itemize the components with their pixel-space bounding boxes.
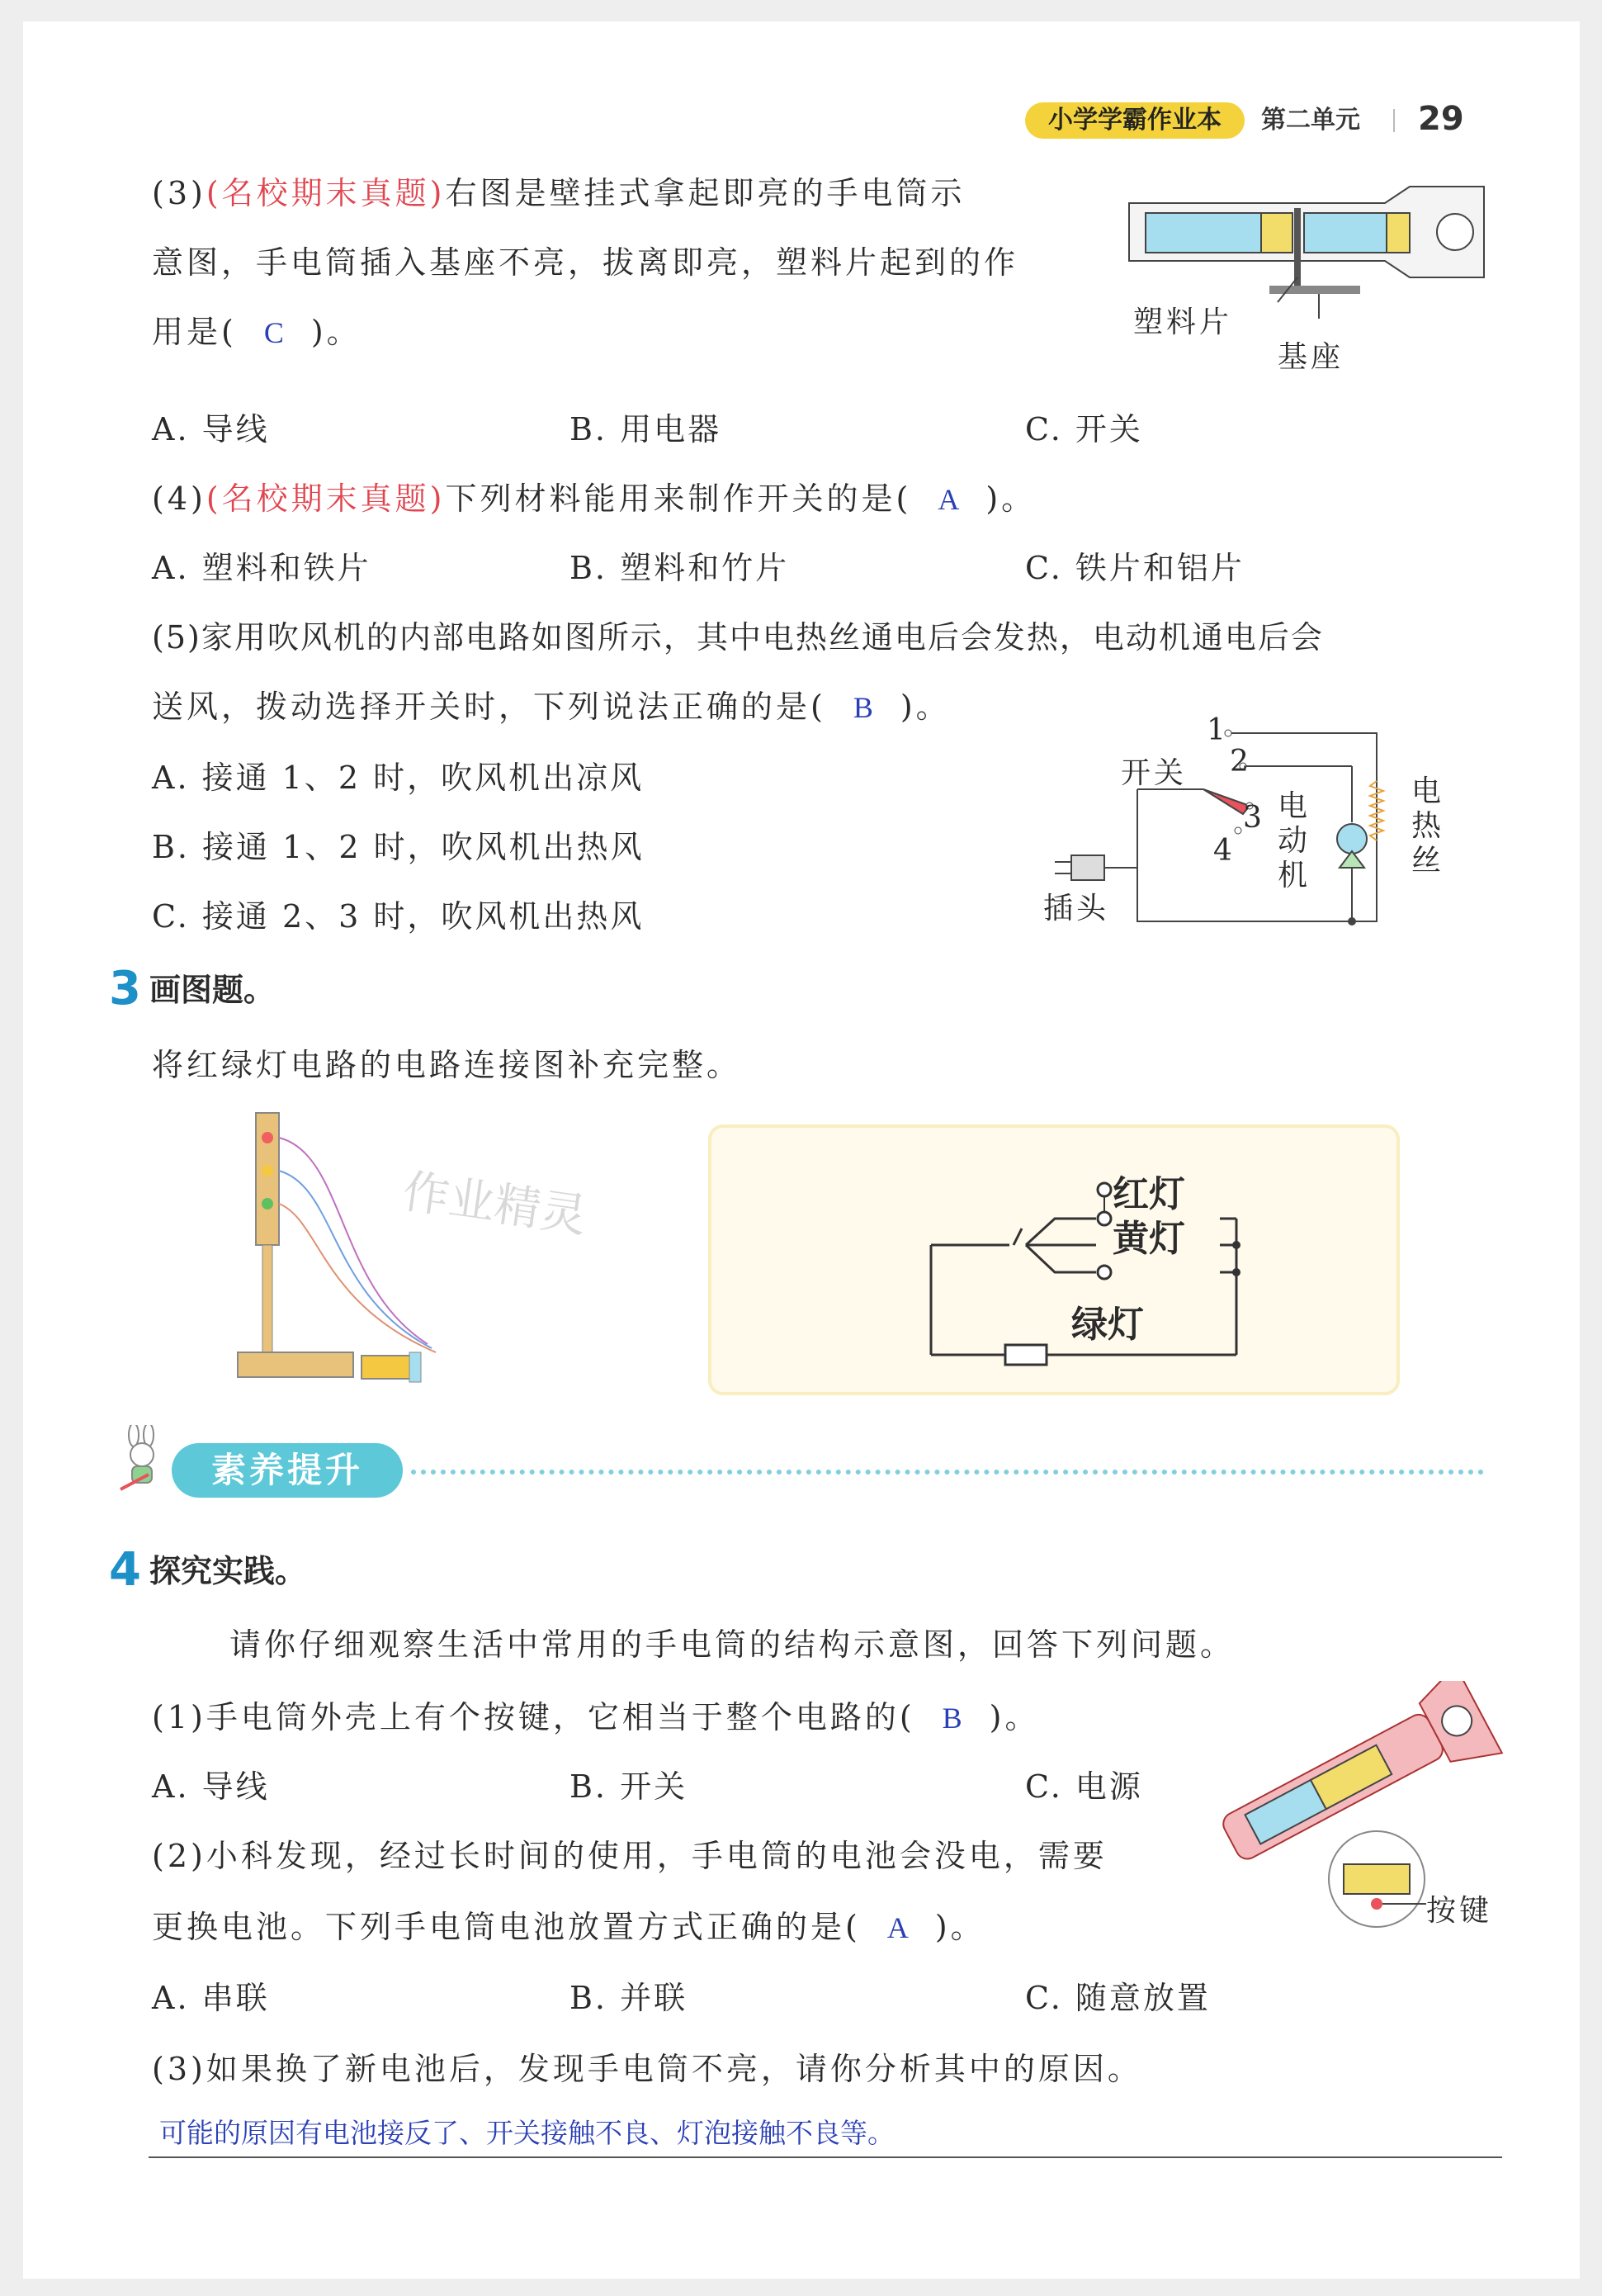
label-red-light: 红灯 (1113, 1173, 1185, 1215)
traffic-light-model (221, 1105, 477, 1402)
q4-3-question: (3)如果换了新电池后，发现手电筒不亮，请你分析其中的原因。 (152, 2051, 1142, 2087)
label-green-light: 绿灯 (1071, 1304, 1144, 1346)
book-title: 小学学霸作业本 (1048, 106, 1222, 135)
q2-5-answer: B (853, 691, 873, 724)
label-button: 按键 (1426, 1894, 1493, 1928)
q2-4-question: (4)(名校期末真题)下列材料能用来制作开关的是( A )。 (152, 479, 1036, 519)
q4-heading: 4 探究实践。 (109, 1543, 306, 1597)
label-plug: 插头 (1043, 892, 1110, 926)
label-motor: 电 动 机 (1278, 789, 1308, 892)
q4-2-option-a: A. 串联 (152, 1980, 270, 2016)
label-plastic: 塑料片 (1133, 305, 1233, 339)
section-title: 素养提升 (210, 1450, 363, 1490)
q2-4-option-c: C. 铁片和铝片 (1025, 550, 1245, 586)
q2-4-option-a: A. 塑料和铁片 (152, 550, 371, 586)
q4-2-line1: (2)小科发现，经过长时间的使用，手电筒的电池会没电，需要 (152, 1838, 1108, 1874)
answer-underline (149, 2156, 1502, 2158)
q2-4-answer: A (938, 483, 960, 516)
header-divider (1393, 109, 1395, 132)
q4-1-option-c: C. 电源 (1025, 1768, 1143, 1805)
q4-2-line2: 更换电池。下列手电筒电池放置方式正确的是( A )。 (152, 1907, 985, 1948)
q4-1-option-a: A. 导线 (152, 1768, 270, 1805)
q2-3-answer: C (263, 316, 284, 349)
q3-instruction: 将红绿灯电路的电路连接图补充完整。 (152, 1047, 742, 1083)
workbook-page (23, 21, 1580, 2279)
watermark: 作业精灵 (399, 1164, 590, 1244)
q2-4-option-b: B. 塑料和竹片 (569, 550, 790, 586)
q4-intro: 请你仔细观察生活中常用的手电筒的结构示意图，回答下列问题。 (229, 1626, 1236, 1663)
q2-5-line2: 送风，拨动选择开关时，下列说法正确的是( B )。 (152, 687, 951, 727)
q2-3-line3: 用是( C )。 (152, 312, 362, 353)
q4-2-option-c: C. 随意放置 (1025, 1980, 1211, 2016)
q2-3-option-c: C. 开关 (1025, 411, 1143, 447)
label-n4: 4 (1213, 834, 1232, 868)
q4-1-option-b: B. 开关 (569, 1768, 688, 1805)
page-number: 29 (1418, 100, 1464, 138)
q4-1-answer: B (942, 1702, 962, 1735)
q2-5-option-c: C. 接通 2、3 时，吹风机出热风 (152, 898, 645, 935)
label-heater: 电 热 丝 (1411, 774, 1442, 878)
label-n3: 3 (1243, 801, 1262, 835)
label-switch: 开关 (1121, 756, 1188, 790)
label-n2: 2 (1230, 745, 1249, 779)
section-dotted-rule (411, 1470, 1484, 1475)
q4-1-question: (1)手电筒外壳上有个按键，它相当于整个电路的( B )。 (152, 1697, 1039, 1738)
q2-5-option-b: B. 接通 1、2 时，吹风机出热风 (152, 829, 645, 865)
q2-5-line1: (5)家用吹风机的内部电路如图所示，其中电热丝通电后会发热，电动机通电后会 (152, 619, 1324, 656)
label-base: 基座 (1278, 340, 1344, 374)
label-n1: 1 (1207, 713, 1226, 747)
mascot-icon (116, 1425, 168, 1491)
q2-5-option-a: A. 接通 1、2 时，吹风机出凉风 (152, 760, 645, 796)
q2-3-line2: 意图，手电筒插入基座不亮，拔离即亮，塑料片起到的作 (152, 244, 1019, 281)
q3-heading: 3 画图题。 (109, 962, 275, 1015)
q4-2-answer: A (886, 1911, 909, 1944)
q2-3-line1: (3)(名校期末真题)右图是壁挂式拿起即亮的手电筒示 (152, 175, 966, 211)
q4-3-answer: 可能的原因有电池接反了、开关接触不良、灯泡接触不良等。 (159, 2117, 895, 2149)
label-yellow-light: 黄灯 (1113, 1218, 1185, 1260)
unit-label: 第二单元 (1261, 106, 1360, 135)
q4-2-option-b: B. 并联 (569, 1980, 688, 2016)
q2-3-option-a: A. 导线 (152, 411, 270, 447)
q2-3-option-b: B. 用电器 (569, 411, 722, 447)
